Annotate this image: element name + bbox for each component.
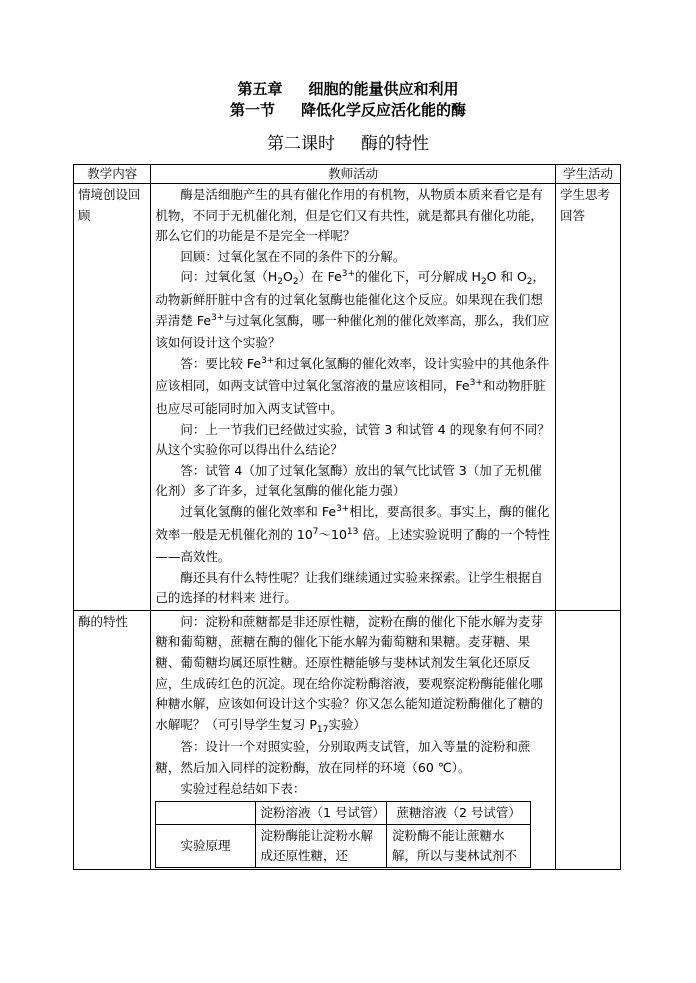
section-name: 降低化学反应活化能的酶 (301, 101, 467, 119)
experiment-row-label: 实验原理 (156, 825, 255, 868)
experiment-col-starch: 淀粉溶液（1 号试管） (255, 802, 386, 825)
lesson-number: 第二课时 (267, 134, 335, 154)
teacher-activity (151, 610, 556, 869)
header-teacher: 教师活动 (151, 165, 556, 184)
experiment-cell: 淀粉酶能让淀粉水解成还原性糖，还 (255, 825, 386, 868)
paragraph: 问：上一节我们已经做过实验，试管 3 和试管 4 的现象有何不同？从这个实验你可以得出什么结论？ (155, 421, 550, 458)
lesson-plan-table (73, 164, 621, 870)
paragraph: 答：设计一个对照实验，分别取两支试管，加入等量的淀粉和蔗糖，然后加入同样的淀粉酶，放在同样的环境（60 ℃）。 (155, 739, 531, 776)
content-label: 酶的特性 (74, 610, 151, 869)
student-activity: 学生思考回答 (555, 184, 620, 611)
experiment-corner (156, 802, 255, 825)
paragraph: 酶是活细胞产生的具有催化作用的有机物，从物质本质来看它是有机物，不同于无机催化剂，但是它们又有共性，就是都具有催化功能，那么它们的功能是不是完全一样呢？ (155, 187, 543, 244)
teacher-activity (151, 184, 556, 611)
chapter-title (0, 78, 696, 100)
header-content: 教学内容 (74, 165, 151, 184)
table-row (74, 610, 621, 869)
content-label: 情境创设回顾 (74, 184, 151, 611)
paragraph: 实验过程总结如下表： (180, 780, 306, 796)
lesson-title (0, 132, 696, 156)
experiment-col-sucrose: 蔗糖溶液（2 号试管） (386, 802, 530, 825)
table-row (74, 184, 621, 611)
chapter-name: 细胞的能量供应和利用 (308, 80, 459, 98)
experiment-table (155, 801, 531, 868)
paragraph: 回顾：过氧化氢在不同的条件下的分解。 (180, 248, 406, 264)
chapter-number: 第五章 (237, 80, 283, 98)
section-title (0, 99, 696, 121)
header-student: 学生活动 (555, 165, 620, 184)
paragraph: 问：过氧化氢$(H_2O_2)$在 $Fe^{3+}$的催化下，可分解成 $H_2O$ 和 $O_2$，动物新鲜肝脏中含有的过氧化氢酶也能催化这个反应。如果现在我们想弄清楚 $Fe^{3+}$与过氧化氢酶，哪一种催化剂的催化效率高，那么，我们应该如何设计这个实验？ (155, 269, 550, 351)
student-activity-empty (555, 610, 620, 869)
experiment-row (156, 825, 531, 868)
paragraph: 过氧化氢酶的催化效率和 $Fe^{3+}$相比，要高很多。事实上，酶的催化效率一般是无机催化剂的 $10^7\sim 10^{13}$ 倍。上述实验说明了酶的一个特性——高效性。 (155, 503, 550, 565)
table-header-row (74, 165, 621, 184)
paragraph: 答：要比较 $Fe^{3+}$和过氧化氢酶的催化效率，设计实验中的其他条件应该相同，如两支试管中过氧化氢溶液的量应该相同，$Fe^{3+}$和动物肝脏也应尽可能同时加入两支试管中。 (155, 355, 550, 416)
experiment-header-row (156, 802, 531, 825)
experiment-cell: 淀粉酶不能让蔗糖水解，所以与斐林试剂不 (386, 825, 530, 868)
lesson-name: 酶的特性 (361, 134, 429, 154)
paragraph: 问：淀粉和蔗糖都是非还原性糖，淀粉在酶的催化下能水解为麦芽糖和葡萄糖，蔗糖在酶的催化下能水解为葡萄糖和果糖。麦芽糖、果糖、葡萄糖均属还原性糖。还原性糖能够与斐林试剂发生氧化还原反应，生成砖红色的沉淀。现在给你淀粉酶溶液，要观察淀粉酶能催化哪种糖水解，应该如何设计这个实验？你又怎么能知道淀粉酶催化了糖的水解呢？（可引导学生复习 $P_{17}$实验） (155, 613, 543, 735)
paragraph: 酶还具有什么特性呢？让我们继续通过实验来探索。让学生根据自己的选择的材料来 进行。 (155, 569, 543, 606)
section-number: 第一节 (229, 101, 275, 119)
paragraph: 答：试管 4（加了过氧化氢酶）放出的氧气比试管 3（加了无机催化剂）多了许多，过氧化氢酶的催化能力强） (155, 462, 542, 499)
